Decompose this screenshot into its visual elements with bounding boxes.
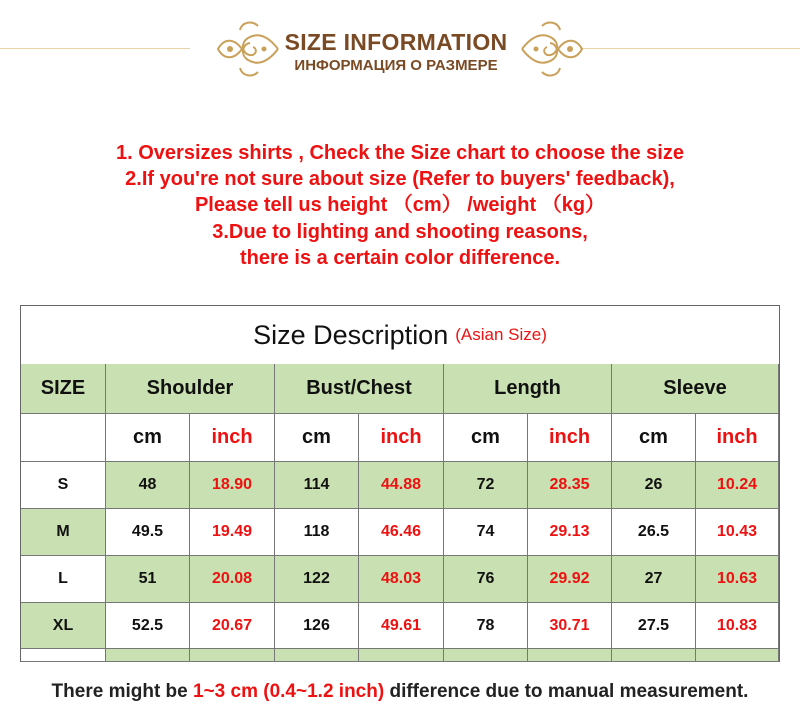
table-value-cell: 20.67 — [190, 603, 275, 649]
header-subtitle: ИНФОРМАЦИЯ О РАЗМЕРЕ — [294, 57, 498, 74]
table-value-cell: 26 — [612, 462, 696, 509]
table-value-cell: 29.92 — [528, 556, 612, 603]
table-value-cell: 52.5 — [106, 603, 190, 649]
empty-row-cell — [106, 649, 190, 662]
table-value-cell: 74 — [444, 509, 528, 556]
unit-inch-label: inch — [696, 414, 779, 462]
size-column-header: SIZE — [21, 364, 106, 414]
table-value-cell: 10.24 — [696, 462, 779, 509]
disclaimer-suffix: difference due to manual measurement. — [384, 681, 749, 702]
table-value-cell: 48.03 — [359, 556, 444, 603]
table-value-cell: 51 — [106, 556, 190, 603]
measurement-column-header: Length — [444, 364, 612, 414]
table-value-cell: 114 — [275, 462, 359, 509]
unit-cm-label: cm — [106, 414, 190, 462]
empty-row-cell — [612, 649, 696, 662]
measurement-column-header: Bust/Chest — [275, 364, 444, 414]
size-label-cell: XL — [21, 603, 106, 649]
size-label-cell: M — [21, 509, 106, 556]
table-title: Size Description — [253, 319, 449, 350]
table-value-cell: 76 — [444, 556, 528, 603]
header-title: SIZE INFORMATION — [284, 29, 508, 55]
table-value-cell: 10.63 — [696, 556, 779, 603]
note-line: 2.If you're not sure about size (Refer to buyers' feedback), — [125, 168, 675, 191]
unit-cm-label: cm — [444, 414, 528, 462]
ornament-right-icon — [518, 18, 588, 80]
table-value-cell: 48 — [106, 462, 190, 509]
empty-row-cell — [528, 649, 612, 662]
empty-row-cell — [275, 649, 359, 662]
table-value-cell: 10.43 — [696, 509, 779, 556]
header-text — [262, 28, 530, 76]
table-value-cell: 49.61 — [359, 603, 444, 649]
table-value-cell: 30.71 — [528, 603, 612, 649]
note-line: 1. Oversizes shirts , Check the Size chart to choose the size — [116, 142, 684, 164]
note-line: Please tell us height （cm） /weight （kg） — [194, 194, 606, 217]
table-value-cell: 49.5 — [106, 509, 190, 556]
size-info-header — [0, 8, 800, 88]
table-value-cell: 44.88 — [359, 462, 444, 509]
note-line: there is a certain color difference. — [239, 246, 561, 269]
size-table — [20, 305, 780, 662]
table-value-cell: 46.46 — [359, 509, 444, 556]
table-title-note: (Asian Size) — [455, 325, 547, 344]
empty-row-cell — [21, 649, 106, 662]
measurement-column-header: Sleeve — [612, 364, 779, 414]
measurement-disclaimer — [0, 681, 800, 703]
table-value-cell: 27 — [612, 556, 696, 603]
table-value-cell: 122 — [275, 556, 359, 603]
table-value-cell: 78 — [444, 603, 528, 649]
table-value-cell: 72 — [444, 462, 528, 509]
empty-row-cell — [444, 649, 528, 662]
unit-cm-label: cm — [275, 414, 359, 462]
table-value-cell: 18.90 — [190, 462, 275, 509]
unit-inch-label: inch — [359, 414, 444, 462]
empty-row-cell — [190, 649, 275, 662]
unit-inch-label: inch — [190, 414, 275, 462]
disclaimer-prefix: There might be — [51, 681, 194, 702]
disclaimer-highlight: 1~3 cm (0.4~1.2 inch) — [193, 681, 385, 702]
empty-row-cell — [696, 649, 779, 662]
table-value-cell: 28.35 — [528, 462, 612, 509]
unit-inch-label: inch — [528, 414, 612, 462]
table-value-cell: 10.83 — [696, 603, 779, 649]
table-value-cell: 29.13 — [528, 509, 612, 556]
header-divider-left — [0, 48, 190, 49]
table-value-cell: 26.5 — [612, 509, 696, 556]
table-title-row — [21, 306, 779, 365]
table-value-cell: 118 — [275, 509, 359, 556]
empty-row-cell — [359, 649, 444, 662]
size-notes — [0, 140, 800, 271]
table-value-cell: 19.49 — [190, 509, 275, 556]
table-value-cell: 27.5 — [612, 603, 696, 649]
header-divider-right — [580, 48, 800, 49]
note-line: 3.Due to lighting and shooting reasons, — [212, 220, 588, 243]
measurement-column-header: Shoulder — [106, 364, 275, 414]
size-label-cell: L — [21, 556, 106, 603]
unit-row-empty-cell — [21, 414, 106, 462]
size-label-cell: S — [21, 462, 106, 509]
unit-cm-label: cm — [612, 414, 696, 462]
table-value-cell: 20.08 — [190, 556, 275, 603]
table-value-cell: 126 — [275, 603, 359, 649]
